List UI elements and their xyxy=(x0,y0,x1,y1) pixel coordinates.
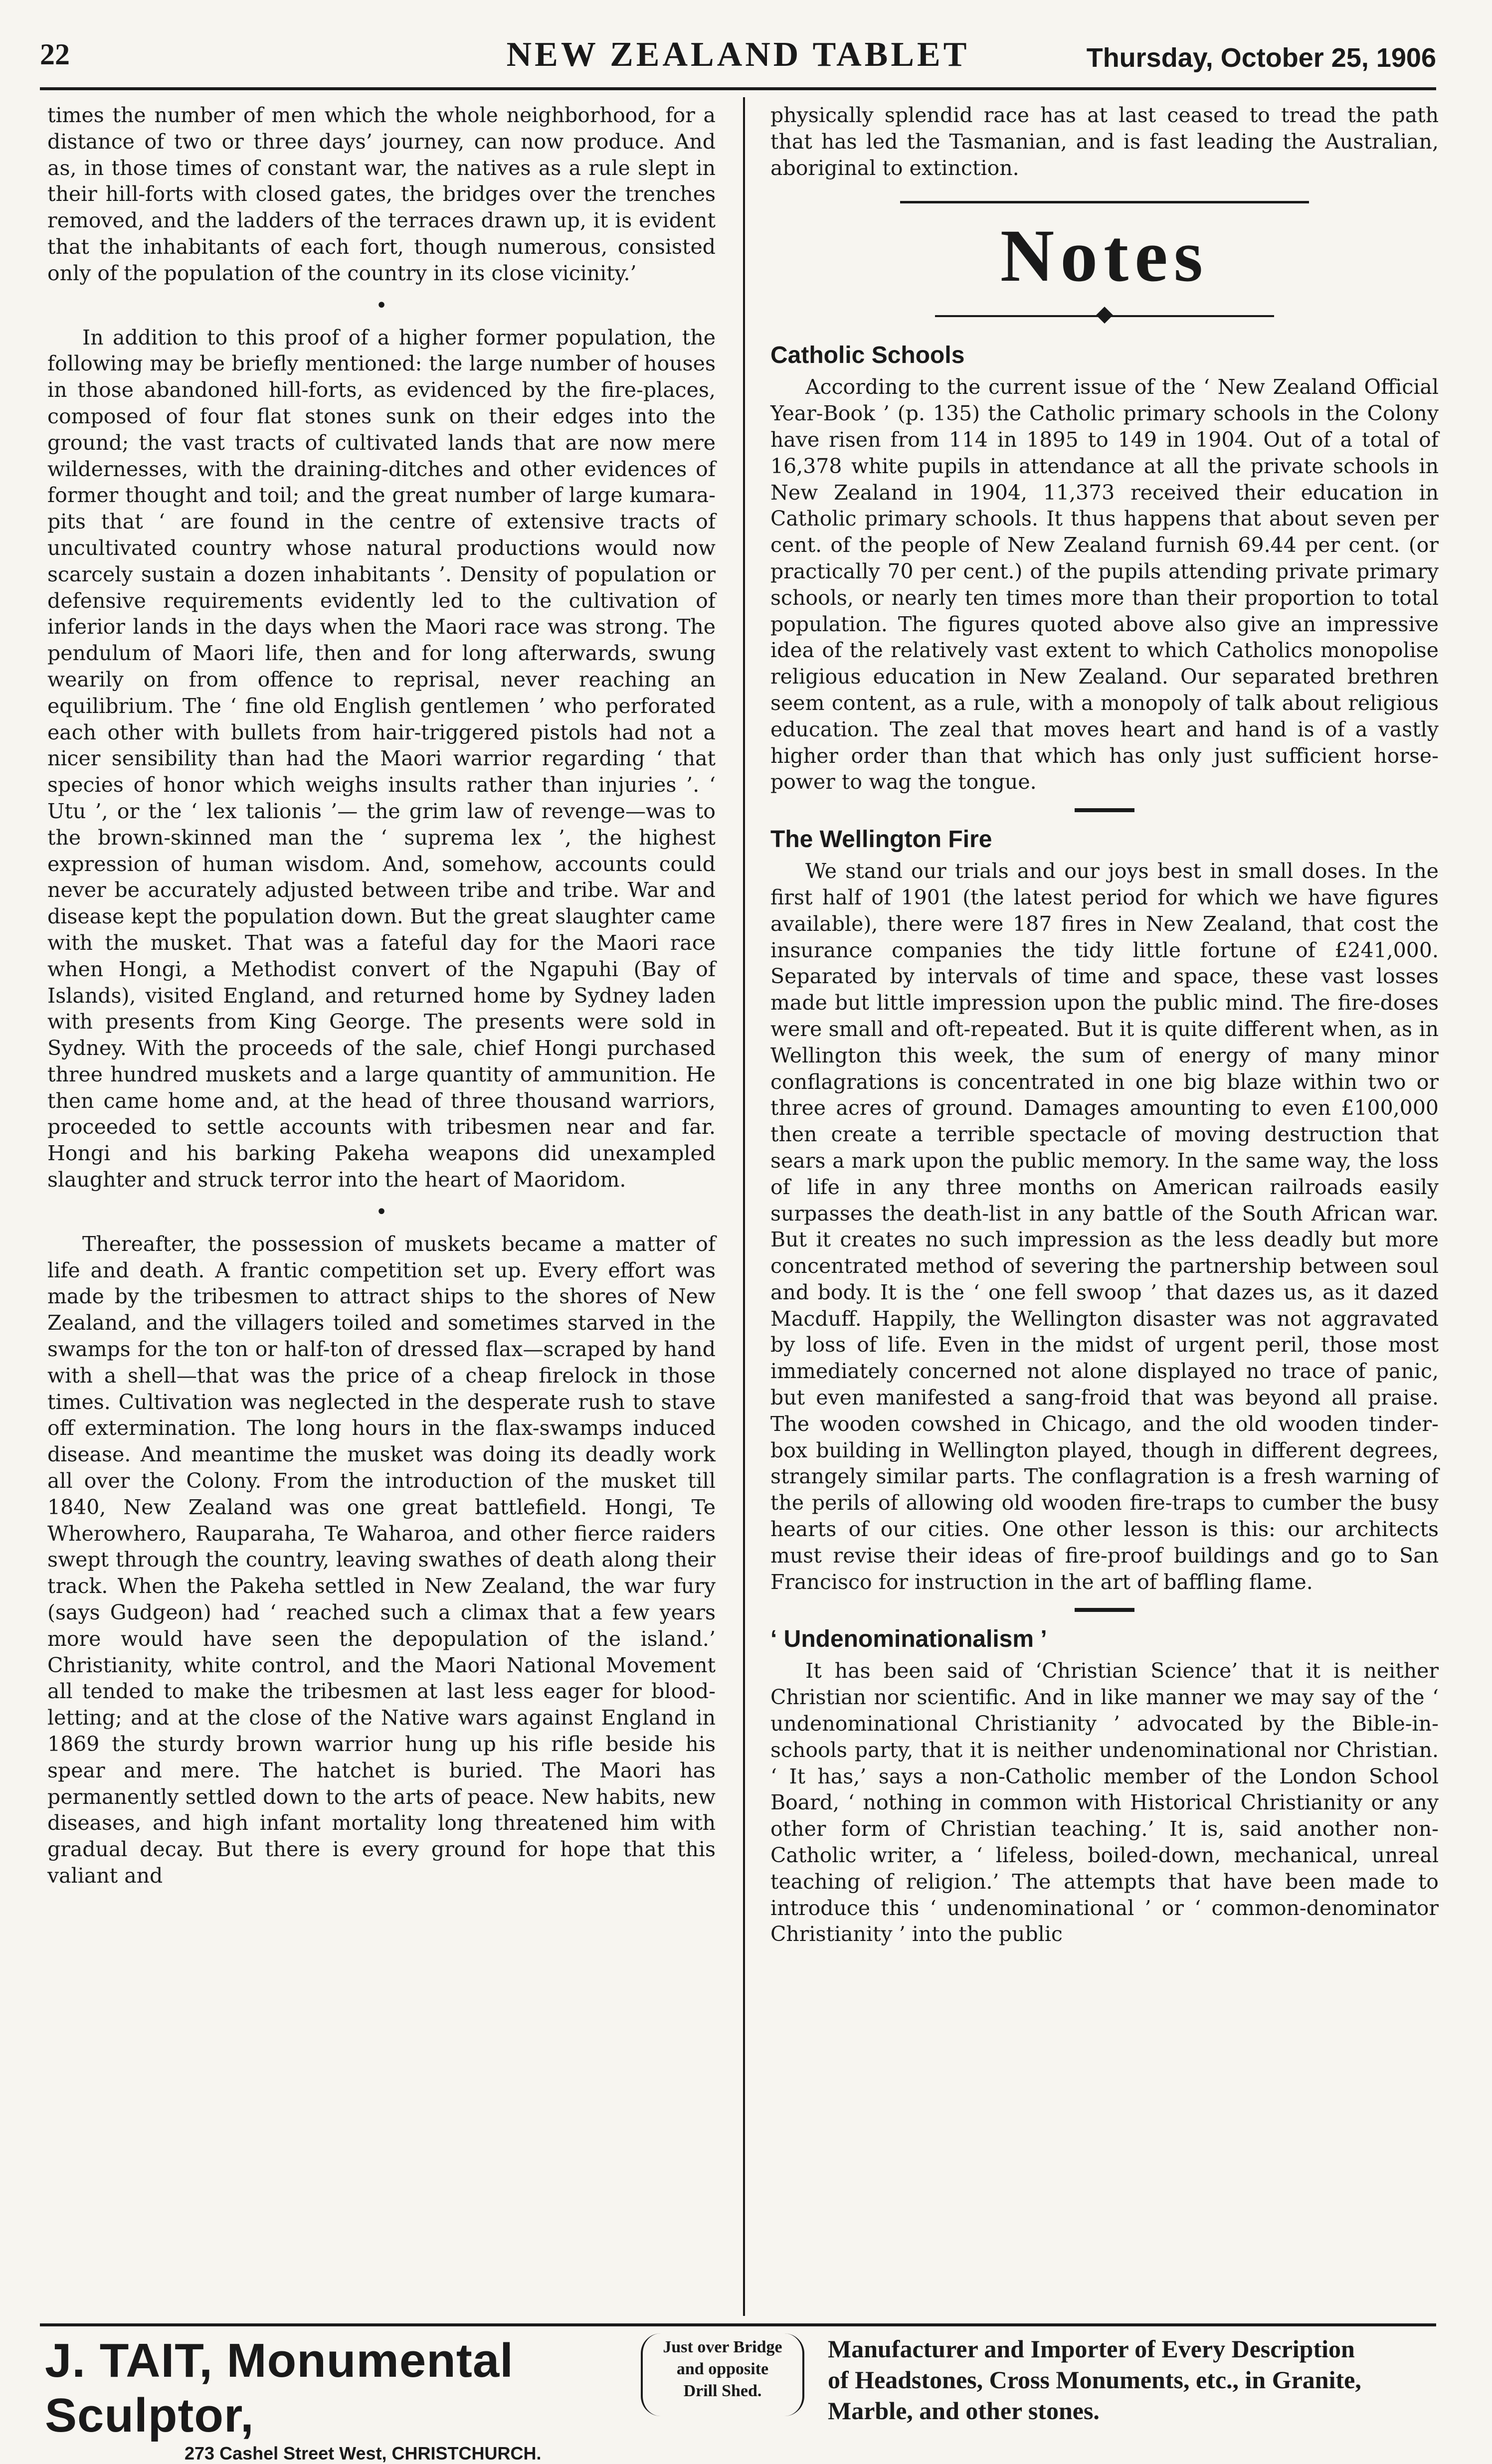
section-divider xyxy=(1075,1608,1134,1612)
right-column xyxy=(770,102,1439,1947)
section-heading-wellington-fire: The Wellington Fire xyxy=(770,826,992,853)
advertiser-block xyxy=(45,2333,623,2464)
section-text-wellington-fire: We stand our trials and our joys best in small doses. In the first half of 1901 (the latest period for which we have figures available), there were 187 fires in New Zealand, that cost the insurance companies the tidy little fortune of £241,000. Separated by intervals of time and space, these vast losses made but little impression upon the public mind. The fire-doses were small and oft-repeated. But it is quite different when, as in Wellington this week, the sum of energy of many minor conflagrations is concentrated in one big blaze within two or three acres of ground. Damages amounting to even £100,000 then create a terrible spectacle of moving destruction that sears a mark upon the public memory. In the same way, the loss of life in any three months on American railroads easily surpasses the death-list in any battle of the South African war. But it creates no such impression as the less deadly but more concentrated method of severing the partnership between soul and body. It is the ‘ one fell swoop ’ that dazes us, as it dazed Macduff. Happily, the Wellington disaster was not aggravated by loss of life. Even in the midst of urgent peril, those most immediately concerned not alone displayed no trace of panic, but even manifested a sang-froid that was beyond all praise. The wooden cowshed in Chicago, and the old wooden tinder-box building in Wellington played, though in different degrees, strangely similar parts. The conflagration is a fresh warning of the perils of allowing old wooden fire-traps to cumber the busy hearts of our cities. One other lesson is this: our architects must revise their ideas of fire-proof buildings and go to San Francisco for instruction in the art of baffling flame. xyxy=(770,859,1439,1594)
section-heading-catholic-schools: Catholic Schools xyxy=(770,342,965,369)
description-line: Manufacturer and Importer of Every Description xyxy=(828,2335,1355,2363)
article-paragraph: times the number of men which the whole neighborhood, for a distance of two or three days’ journey, can now produce. And as, in those times of constant war, the natives as a rule slept in their hill-forts with closed gates, the bridges over the trenches removed, and the ladders of the terraces drawn up, it is evident that the inhabitants of each fort, though numerous, consisted only of the population of the country in its close vicinity.’ xyxy=(47,103,716,285)
advertiser-address: 273 Cashel Street West, CHRISTCHURCH. xyxy=(185,2443,542,2464)
advertisement-rule xyxy=(40,2323,1436,2326)
header-rule xyxy=(40,87,1436,90)
location-box xyxy=(641,2333,804,2416)
section-bullet: • xyxy=(375,294,387,317)
location-line: Just over Bridge xyxy=(663,2338,782,2356)
notes-heading: Notes xyxy=(1000,214,1209,298)
description-line: of Headstones, Cross Monuments, etc., in Granite, xyxy=(828,2366,1361,2394)
issue-date: Thursday, October 25, 1906 xyxy=(1086,43,1436,73)
article-paragraph: In addition to this proof of a higher former population, the following may be briefly mentioned: the large number of houses in those abandoned hill-forts, as evidenced by the fire-places, composed of four flat stones sunk on their edges into the ground; the vast tracts of cultivated lands that are now mere wildernesses, with the draining-ditches and other evidences of former thought and toil; and the great number of large kumara-pits that ‘ are found in the centre of extensive tracts of uncultivated country whose natural productions would now scarcely sustain a dozen inhabitants ’. Density of population or defensive requirements evidently led to the cultivation of inferior lands in the days when the Maori race was strong. The pendulum of Maori life, then and for long afterwards, swung wearily on from offence to reprisal, never reaching an equilibrium. The ‘ fine old English gentlemen ’ who perforated each other with bullets from hair-triggered pistols had not a nicer sensibility than had the Maori warrior regarding ‘ that species of honor which weighs insults rather than injuries ’. ‘ Utu ’, or the ‘ lex talionis ’— the grim law of revenge—was to the brown-skinned man the ‘ suprema lex ’, the highest expression of human wisdom. And, somehow, accounts could never be accurately adjusted between tribe and tribe. War and disease kept the population down. But the great slaughter came with the musket. That was a fateful day for the Maori race when Hongi, a Methodist convert of the Ngapuhi (Bay of Islands), visited England, and returned home by Sydney laden with presents from King George. The presents were sold in Sydney. With the proceeds of the sale, chief Hongi purchased three hundred muskets and a large quantity of ammunition. He then came home and, at the head of three thousand warriors, proceeded to settle accounts with tribesmen near and far. Hongi and his barking Pakeha weapons did unexampled slaughter and struck terror into the heart of Maoridom. xyxy=(47,325,716,1192)
advertiser-name: J. TAIT, Monumental Sculptor, xyxy=(45,2334,514,2442)
masthead-title: NEW ZEALAND TABLET xyxy=(506,35,970,74)
section-text-catholic-schools: According to the current issue of the ‘ New Zealand Official Year-Book ’ (p. 135) the Catholic primary schools in the Colony have risen from 114 in 1895 to 149 in 1904. Out of a total of 16,378 white pupils in attendance at all the private schools in New Zealand in 1904, 11,373 received their education in Catholic primary schools. It thus happens that about seven per cent. of the people of New Zealand furnish 69.44 per cent. (or practically 70 per cent.) of the pupils attending private primary schools, or nearly ten times more than their proportion to total population. The figures quoted above also give an impressive idea of the relatively vast extent to which Catholics monopolise religious education in New Zealand. Our separated brethren seem content, as a rule, with a monopoly of talk about religious education. The zeal that moves heart and hand is of a vastly higher order than that which has only just sufficient horse-power to wag the tongue. xyxy=(770,375,1439,794)
diamond-ornament xyxy=(1096,307,1113,324)
location-line: Drill Shed. xyxy=(683,2382,762,2400)
ornamental-rule xyxy=(935,306,1274,326)
section-heading-undenominationalism: ‘ Undenominationalism ’ xyxy=(770,1626,1047,1653)
running-header xyxy=(40,27,1436,87)
location-line: and opposite xyxy=(676,2360,769,2378)
article-paragraph: Thereafter, the possession of muskets became a matter of life and death. A frantic competition set up. Every effort was made by the tribesmen to attract ships to the shores of New Zealand, and the villagers toiled and sometimes starved in the swamps for the ton or half-ton of dressed flax—scraped by hand with a shell—that was the price of a cheap firelock in those times. Cultivation was neglected in the desperate rush to stave off extermination. The long hours in the flax-swamps induced disease. And meantime the musket was doing its deadly work all over the Colony. From the introduction of the musket till 1840, New Zealand was one great battlefield. Hongi, Te Wherowhero, Rauparaha, Te Waharoa, and other fierce raiders swept through the country, leaving swathes of death along their track. When the Pakeha settled in New Zealand, the war fury (says Gudgeon) had ‘ reached such a climax that a few years more would have seen the depopulation of the island.’ Christianity, white control, and the Maori National Movement all tended to make the tribesmen at last less eager for blood-letting; and at the close of the Native wars against England in 1869 the sturdy brown warrior hung up his rifle beside his spear and mere. The hatchet is buried. The Maori has permanently settled down to the arts of peace. New habits, new diseases, and high infant mortality long threatened him with gradual decay. But there is every ground for hope that this valiant and xyxy=(47,1232,716,1888)
advertiser-description xyxy=(828,2333,1436,2425)
left-column xyxy=(47,102,716,1889)
section-bullet: • xyxy=(375,1200,387,1224)
section-text-undenominationalism: It has been said of ‘Christian Science’ that it is neither Christian nor scientific. And in like manner we may say of the ‘ undenominational Christianity ’ advocated by the Bible-in-schools party, that it is neither undenominational nor Christian. ‘ It has,’ says a non-Catholic member of the London School Board, ‘ nothing in common with Historical Christianity or any other form of Christian teaching.’ It is, said another non-Catholic writer, a ‘ lifeless, boiled-down, mechanical, unreal teaching of religion.’ The attempts that have been made to introduce this ‘ undenominational ’ or ‘ common-denominator Christianity ’ into the public xyxy=(770,1659,1439,1946)
article-paragraph: physically splendid race has at last ceased to tread the path that has led the Tasmanian, and is fast leading the Australian, aboriginal to extinction. xyxy=(770,103,1439,180)
page-number: 22 xyxy=(40,38,70,71)
notes-top-rule xyxy=(900,201,1309,203)
column-divider xyxy=(743,97,745,2316)
section-divider xyxy=(1075,808,1134,812)
description-line: Marble, and other stones. xyxy=(828,2397,1100,2425)
